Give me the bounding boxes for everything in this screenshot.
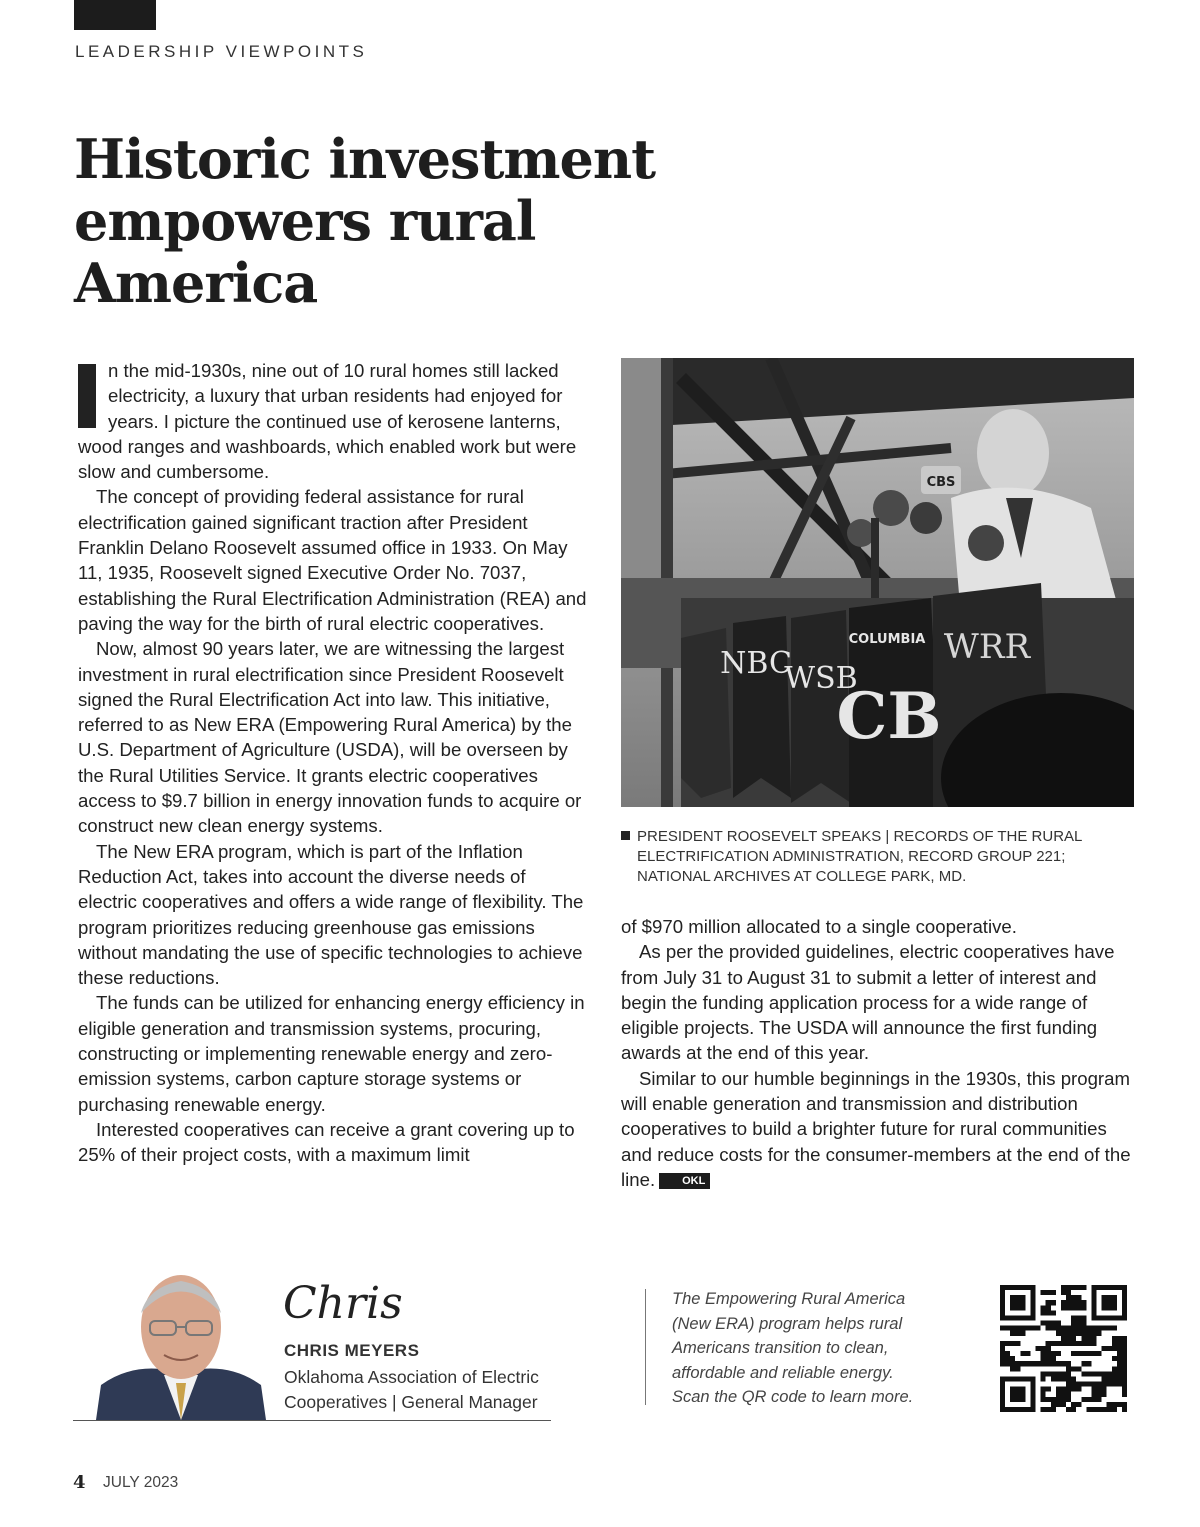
promo-line-1: The Empowering Rural America [672, 1290, 906, 1308]
roosevelt-speech-photo [621, 358, 1134, 807]
banner-label-wrr: WRR [943, 627, 1031, 667]
banner-label-cb: CB [836, 679, 942, 754]
headline-line-3: America [74, 251, 318, 315]
caption-bullet [621, 831, 630, 840]
banner-label-wsb: WSB [784, 661, 858, 696]
article-left-column [78, 358, 588, 1168]
okl-end-mark: OKL [659, 1173, 710, 1189]
author-name: CHRIS MEYERS [284, 1341, 420, 1360]
section-tab-bar [74, 0, 156, 30]
paragraph-1 [78, 358, 588, 484]
banner-label-columbia: COLUMBIA [848, 632, 926, 647]
promo-divider [645, 1289, 646, 1405]
paragraph-5: The funds can be utilized for enhancing energy efficiency in eligible generation and transmission systems, procuring, constructing or implementing renewable energy and zero-emission systems, carbon capture storage systems or purchasing renewable energy. [78, 992, 585, 1115]
caption-line-2: ELECTRIFICATION ADMINISTRATION, RECORD GROUP 221; [637, 848, 1066, 865]
headline-line-2: empowers rural [74, 189, 536, 253]
paragraph-4: The New ERA program, which is part of the Inflation Reduction Act, takes into account the diverse needs of electric cooperatives and offers a wide range of flexibility. The program prioritizes reducing greenhouse gas emissions without mandating the use of specific technologies to achieve these reductions. [78, 840, 584, 989]
paragraph-3: Now, almost 90 years later, we are witnessing the largest investment in rural electrification since President Roosevelt signed the Rural Electrification Act into law. This initiative, referred to as New ERA (Empowering Rural America) by the U.S. Department of Agriculture (USDA), will be overseen by the Rural Utilities Service. It grants electric cooperatives access to $9.7 billion in energy innovation funds to acquire or construct new clean energy systems. [78, 638, 582, 837]
paragraph-7: of $970 million allocated to a single cooperative. [621, 916, 1017, 937]
banner-label-nbc: NBC [720, 646, 792, 681]
author-title-line-1: Oklahoma Association of Electric [284, 1367, 539, 1387]
paragraph-9 [621, 1066, 1131, 1192]
paragraph-8: As per the provided guidelines, electric cooperatives have from July 31 to August 31 to submit a letter of interest and begin the funding application process for a wide range of eligible projects. The USDA will announce the first funding awards at the end of this year. [621, 941, 1115, 1064]
article-right-column [621, 914, 1131, 1192]
qr-code[interactable] [1000, 1285, 1127, 1412]
headline [74, 128, 694, 314]
paragraph-9-text: Similar to our humble beginnings in the 1930s, this program will enable generation and transmission and distribution cooperatives to build a brighter future for rural communities and reduce costs for the consumer-members at the end of the line. [621, 1067, 1131, 1190]
new-era-promo [672, 1287, 962, 1410]
promo-line-2: (New ERA) program helps rural [672, 1314, 903, 1333]
promo-line-3: Americans transition to clean, [672, 1339, 889, 1357]
author-portrait [96, 1265, 266, 1420]
cbs-mic-label: CBS [926, 475, 956, 490]
page-number: 4 [73, 1472, 86, 1493]
drop-cap-i [78, 364, 96, 428]
section-label: LEADERSHIP VIEWPOINTS [75, 42, 368, 61]
headline-line-1: Historic investment [74, 127, 656, 191]
paragraph-1-text: n the mid-1930s, nine out of 10 rural homes still lacked electricity, a luxury that urban residents had enjoyed for years. I picture the continued use of kerosene lanterns, wood ranges and washboards, which enabled work but were slow and cumbersome. [78, 360, 577, 483]
paragraph-6: Interested cooperatives can receive a grant covering up to 25% of their project costs, with a maximum limit [78, 1118, 575, 1166]
author-title-line-2: Cooperatives | General Manager [284, 1392, 538, 1412]
promo-line-4: affordable and reliable energy. [672, 1363, 894, 1382]
author-signature: Chris [283, 1278, 403, 1329]
author-title [284, 1365, 564, 1415]
promo-line-5: Scan the QR code to learn more. [672, 1388, 914, 1406]
issue-date: JULY 2023 [103, 1474, 179, 1491]
caption-line-3: NATIONAL ARCHIVES AT COLLEGE PARK, MD. [637, 868, 967, 885]
paragraph-2: The concept of providing federal assistance for rural electrification gained significant traction after President Franklin Delano Roosevelt assumed office in 1933. On May 11, 1935, Roosevelt signed Executive Order No. 7037, establishing the Rural Electrification Administration (REA) and paving the way for the birth of rural electric cooperatives. [78, 486, 587, 634]
author-rule [73, 1420, 551, 1421]
photo-caption [621, 827, 1131, 885]
caption-line-1: PRESIDENT ROOSEVELT SPEAKS | RECORDS OF THE RURAL [637, 828, 1083, 845]
